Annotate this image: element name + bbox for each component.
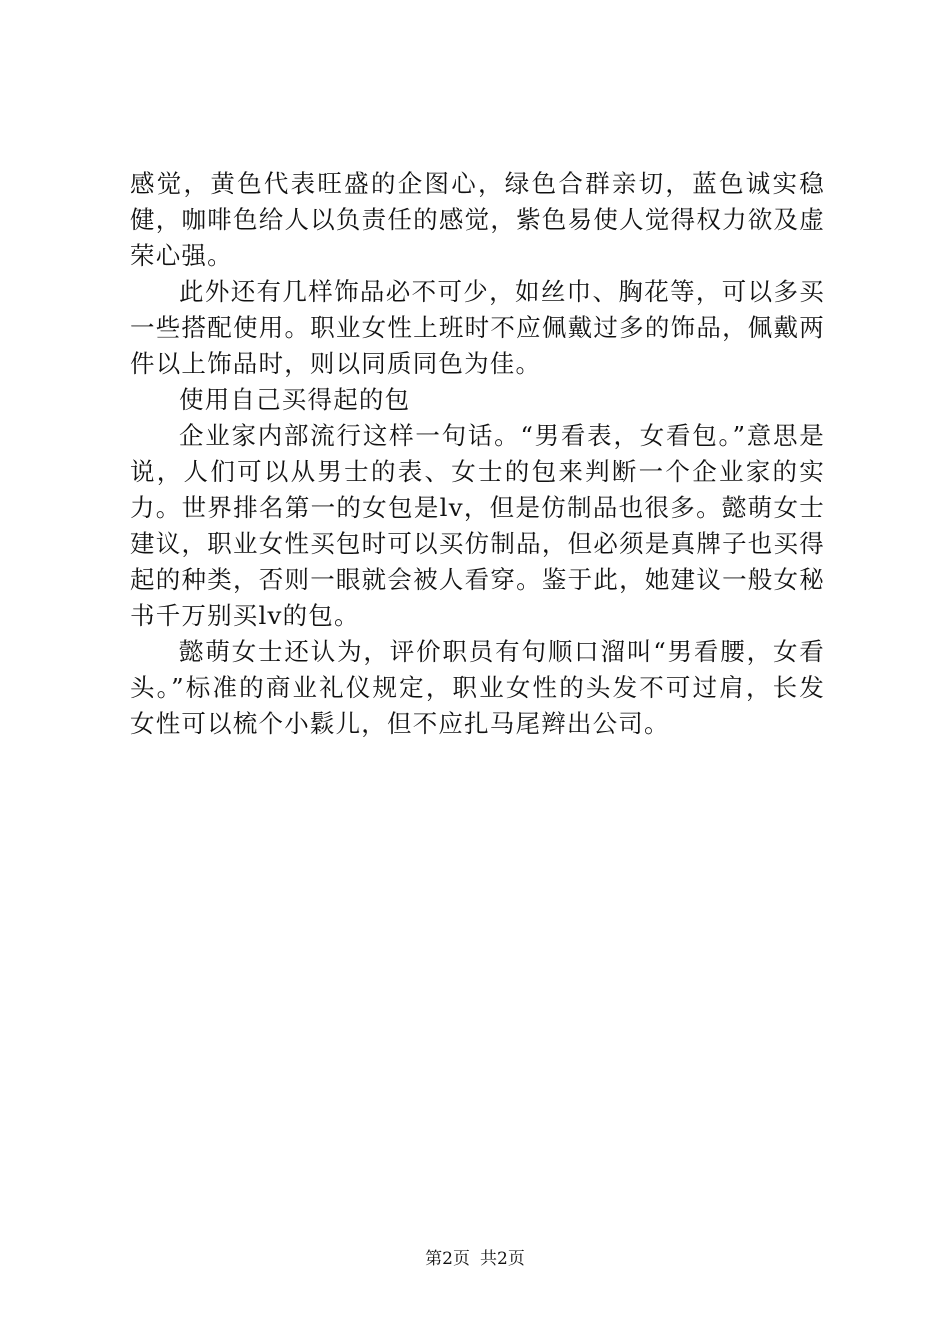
paragraph-accessories: 此外还有几样饰品必不可少，如丝巾、胸花等，可以多买一些搭配使用。职业女性上班时不应佩戴过多的饰品，佩戴两件以上饰品时，则以同质同色为佳。 [130, 277, 825, 378]
paragraph-hair: 懿萌女士还认为，评价职员有句顺口溜叫“男看腰，女看头。”标准的商业礼仪规定，职业女性的头发不可过肩，长发女性可以梳个小鬏儿，但不应扎马尾辫出公司。 [130, 637, 825, 738]
document-body [130, 166, 825, 742]
paragraph-bag: 企业家内部流行这样一句话。“男看表，女看包。”意思是说，人们可以从男士的表、女士的包来判断一个企业家的实力。世界排名第一的女包是lv，但是仿制品也很多。懿萌女士建议，职业女性买包时可以买仿制品，但必须是真牌子也买得起的种类，否则一眼就会被人看穿。鉴于此，她建议一般女秘书千万别买lv的包。 [130, 421, 825, 630]
paragraph-continued: 感觉，黄色代表旺盛的企图心，绿色合群亲切，蓝色诚实稳健，咖啡色给人以负责任的感觉，紫色易使人觉得权力欲及虚荣心强。 [130, 169, 825, 270]
section-heading-bag: 使用自己买得起的包 [179, 385, 411, 414]
page-footer [0, 1244, 950, 1269]
page-total: 共2页 [480, 1249, 525, 1269]
page-number: 第2页 [425, 1249, 470, 1269]
